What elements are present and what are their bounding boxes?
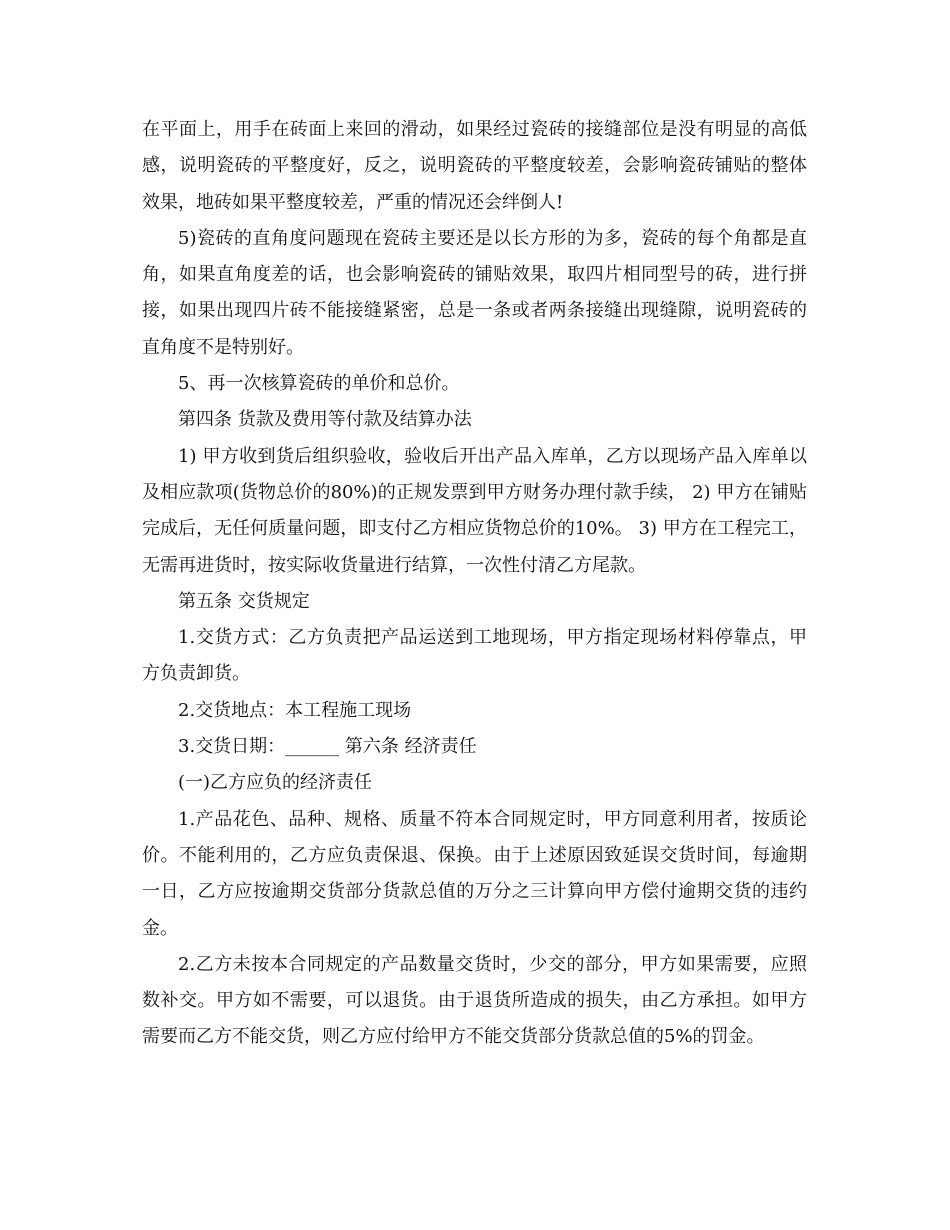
paragraph-payment-terms: 1) 甲方收到货后组织验收，验收后开出产品入库单，乙方以现场产品入库单以及相应款项(货物总价的80%)的正规发票到甲方财务办理付款手续， 2) 甲方在铺贴完成后，无任何质量问题，即支付乙方相应货物总价的10%。 3) 甲方在工程完工，无需再进货时，按实际收货量进行结算，一次性付清乙方尾款。 [142,445,807,576]
paragraph-delivery-method: 1.交货方式：乙方负责把产品运送到工地现场，甲方指定现场材料停靠点，甲方负责卸货。 [142,627,807,685]
article-4-heading: 第四条 货款及费用等付款及结算办法 [178,409,472,431]
paragraph-delivery-location: 2.交货地点：本工程施工现场 [178,699,412,721]
article-5-heading: 第五条 交货规定 [178,590,310,612]
paragraph-quality-liability: 1.产品花色、品种、规格、质量不符本合同规定时，甲方同意利用者，按质论价。不能利用的，乙方应负责保退、保换。由于上述原因致延误交货时间，每逾期一日，乙方应按逾期交货部分货款总值的万分之三计算向甲方偿付逾期交货的违约金。 [142,808,807,939]
paragraph-quantity-liability: 2.乙方未按本合同规定的产品数量交货时，少交的部分，甲方如果需要，应照数补交。甲方如不需要，可以退货。由于退货所造成的损失，由乙方承担。如甲方需要而乙方不能交货，则乙方应付给甲方不能交货部分货款总值的5%的罚金。 [142,953,807,1048]
document-page [142,112,807,1056]
paragraph-recalculate-price: 5、再一次核算瓷砖的单价和总价。 [178,373,460,395]
paragraph-delivery-date: 3.交货日期：______ 第六条 经济责任 [178,736,477,758]
paragraph-right-angle-test: 5)瓷砖的直角度问题现在瓷砖主要还是以长方形的为多，瓷砖的每个角都是直角，如果直角度差的话，也会影响瓷砖的铺贴效果，取四片相同型号的砖，进行拼接，如果出现四片砖不能接缝紧密，总是一条或者两条接缝出现缝隙，说明瓷砖的直角度不是特别好。 [142,227,807,358]
section-party-b-liability-heading: (一)乙方应负的经济责任 [178,772,373,794]
paragraph-flatness-test: 在平面上，用手在砖面上来回的滑动，如果经过瓷砖的接缝部位是没有明显的高低感，说明瓷砖的平整度好，反之，说明瓷砖的平整度较差，会影响瓷砖铺贴的整体效果，地砖如果平整度较差，严重的情况还会绊倒人! [142,119,807,213]
